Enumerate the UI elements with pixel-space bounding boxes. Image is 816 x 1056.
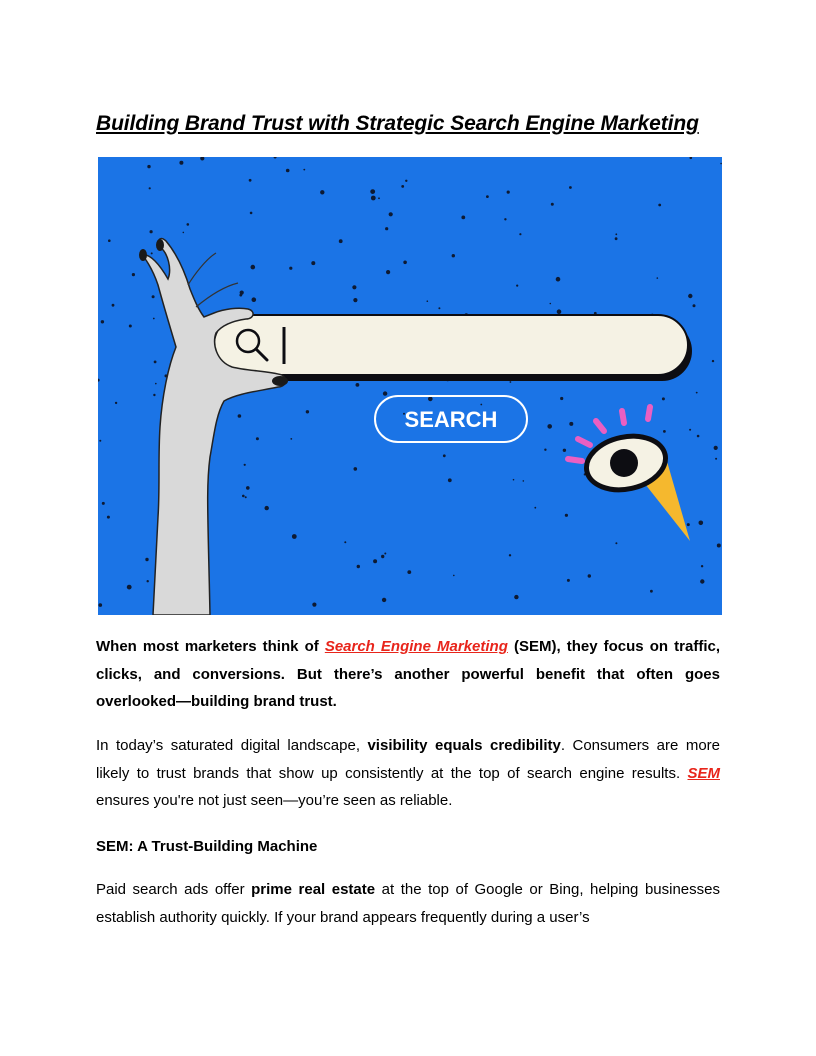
speckle [714,446,718,450]
speckle [701,565,703,567]
speckle [265,506,269,510]
speckle [286,169,290,173]
speckle [715,458,717,460]
speckle [557,309,562,314]
speckle [407,570,411,574]
speckle [290,438,292,440]
speckle [509,554,511,556]
speckle [504,218,506,220]
speckle [356,383,360,387]
speckle [486,195,489,198]
speckle [696,392,698,394]
speckle [663,430,666,433]
speckle [339,239,343,243]
speckle [657,277,659,279]
hero-image [98,157,722,615]
speckle [689,429,691,431]
speckle [588,574,591,577]
speckle [461,216,465,220]
speckle [615,233,617,235]
speckle [519,233,521,235]
speckle [107,516,110,519]
speckle [693,304,696,307]
bold-visibility: visibility equals credibility [367,737,561,754]
speckle [551,203,554,206]
speckle [401,185,404,188]
speckle [658,204,661,207]
speckle [115,402,117,404]
speckle [547,424,552,429]
speckle [370,189,375,194]
speckle [534,507,536,509]
speckle [353,298,357,302]
speckle [312,603,316,607]
speckle [550,303,552,305]
speckle [712,360,714,362]
speckle [292,534,297,539]
paid-search-paragraph: Paid search ads offer prime real estate at the top of Google or Bing, helping businesses establish authority quickly. If your brand appears frequently during a user’s [96,881,720,926]
speckle [383,391,387,395]
speckle [244,464,246,466]
speckle [249,179,252,182]
speckle [615,542,617,544]
section-heading: SEM: A Trust-Building Machine [96,838,318,855]
speckle [662,397,665,400]
speckle [697,435,700,438]
speckle [344,541,346,543]
speckle [438,307,440,309]
speckle [187,223,190,226]
speckle [516,285,518,287]
speckle [514,595,518,599]
speckle [480,404,482,406]
speckle [615,237,618,240]
speckle [252,297,257,302]
speckle [155,383,157,385]
speckle [112,304,115,307]
speckle [544,449,546,451]
speckle [102,502,105,505]
speckle [453,575,455,577]
speckle [246,486,250,490]
speckle [132,273,135,276]
speckle [151,252,153,254]
speckle [371,196,376,201]
speckle [688,294,692,298]
speckle [183,232,185,234]
speckle [250,212,253,215]
speckle [152,295,155,298]
speckle [306,410,309,413]
speckle [560,397,563,400]
speckle [523,480,525,482]
speckle [385,227,388,230]
speckle [150,230,153,233]
visibility-paragraph: In today’s saturated digital landscape, visibility equals credibility. Consumers are more likely to trust brands that show up consistently at the top of search engine results. SEM ensures you're not just seen—you’re seen as reliable. [96,737,721,809]
speckle [154,361,157,364]
speckle [565,514,568,517]
speckle [289,267,292,270]
speckle [311,261,315,265]
speckle [513,479,515,481]
speckle [147,165,150,168]
speckle [245,496,247,498]
speckle [145,558,148,561]
speckle [443,454,446,457]
speckle [153,394,155,396]
speckle [99,440,101,442]
speckle [687,523,690,526]
speckle [354,467,358,471]
speckle [101,320,104,323]
speckle [239,294,242,297]
speckle [717,544,721,548]
bold-prime-real-estate: prime real estate [251,881,376,898]
speckle [563,449,566,452]
speckle [567,579,570,582]
speckle [699,521,704,526]
speckle [242,495,245,498]
search-button-label: SEARCH [404,407,498,432]
speckle [403,261,407,265]
speckle [378,197,380,199]
speckle [448,478,452,482]
speckle [428,397,433,402]
speckle [650,590,653,593]
sem-link[interactable]: Search Engine Marketing [324,638,508,655]
speckle [127,585,132,590]
speckle [556,277,561,282]
speckle [373,559,377,563]
speckle [256,437,259,440]
speckle [303,169,305,171]
speckle [569,186,572,189]
speckle [238,414,242,418]
speckle [386,270,390,274]
speckle [452,254,455,257]
speckle [720,163,722,165]
speckle [569,422,573,426]
speckle [147,580,149,582]
speckle [384,553,386,555]
speckle [99,603,103,607]
speckle [382,598,386,602]
speckle [389,212,393,216]
speckle [153,318,155,320]
speckle [129,325,132,328]
speckle [251,265,256,270]
search-bar-illustration [214,315,692,381]
speckle [507,191,510,194]
sem-short-link[interactable]: SEM [687,764,720,782]
speckle [510,381,512,383]
speckle [108,239,111,242]
speckle [320,190,324,194]
speckle [405,180,407,182]
speckle [357,565,360,568]
speckle [700,579,704,583]
speckle [427,300,429,302]
article-title: Building Brand Trust with Strategic Search Engine Marketing [96,112,699,135]
speckle [381,555,384,558]
speckle [149,187,151,189]
intro-paragraph: When most marketers think of Search Engine Marketing (SEM), they focus on traffic, clicks, and conversions. But there’s another powerful benefit that often goes overlooked—building brand trust. [96,638,720,710]
speckle [179,161,183,165]
speckle [352,285,356,289]
